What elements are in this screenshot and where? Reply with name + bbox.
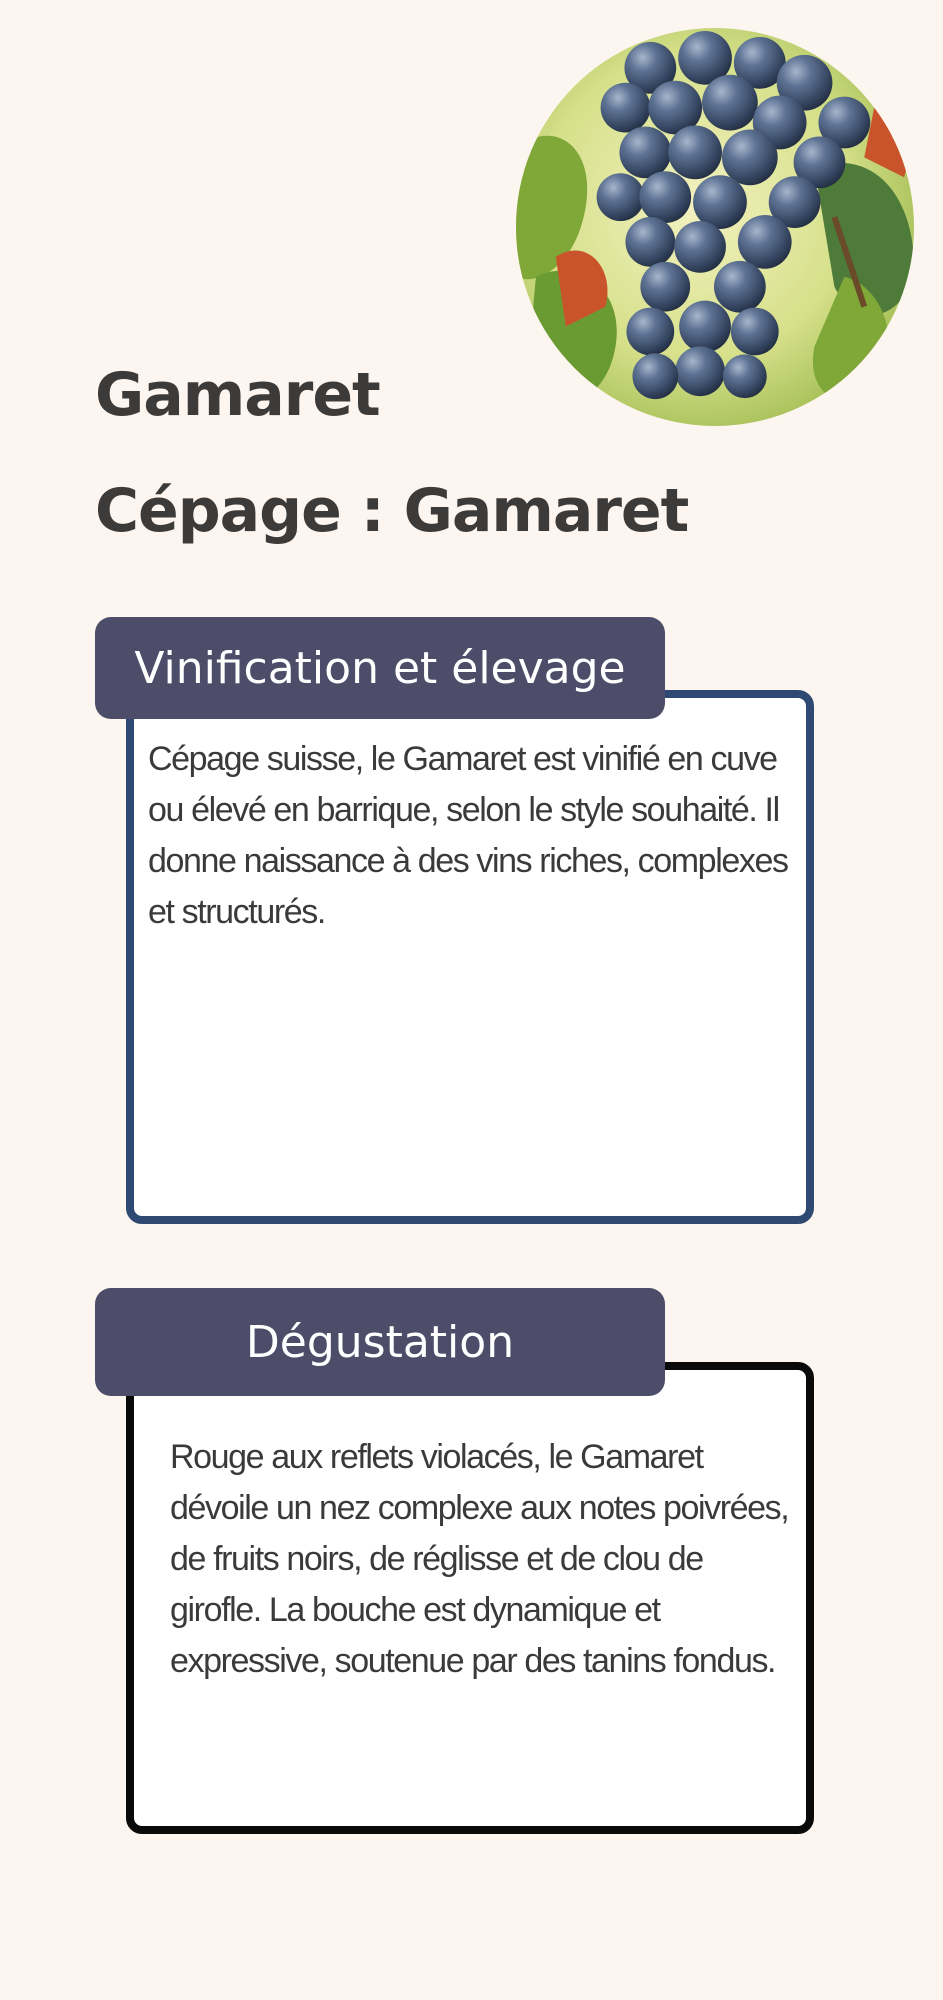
vinification-text: Cépage suisse, le Gamaret est vinifié en cuve ou élevé en barrique, selon le style souhaité. Il donne naissance à des vins riches, complexes et structurés.	[148, 740, 788, 931]
grape-variety-title: Cépage : Gamaret	[95, 476, 689, 546]
tasting-tab: Dégustation	[95, 1288, 665, 1396]
vinification-tab: Vinification et élevage	[95, 617, 665, 719]
grape-bunch-photo	[516, 28, 914, 426]
wine-name-title: Gamaret	[95, 360, 380, 430]
tasting-text: Rouge aux reflets violacés, le Gamaret dévoile un nez complexe aux notes poivrées, de fruits noirs, de réglisse et de clou de girofle. La bouche est dynamique et expressive, soutenue par des tanins fondus.	[170, 1438, 789, 1680]
